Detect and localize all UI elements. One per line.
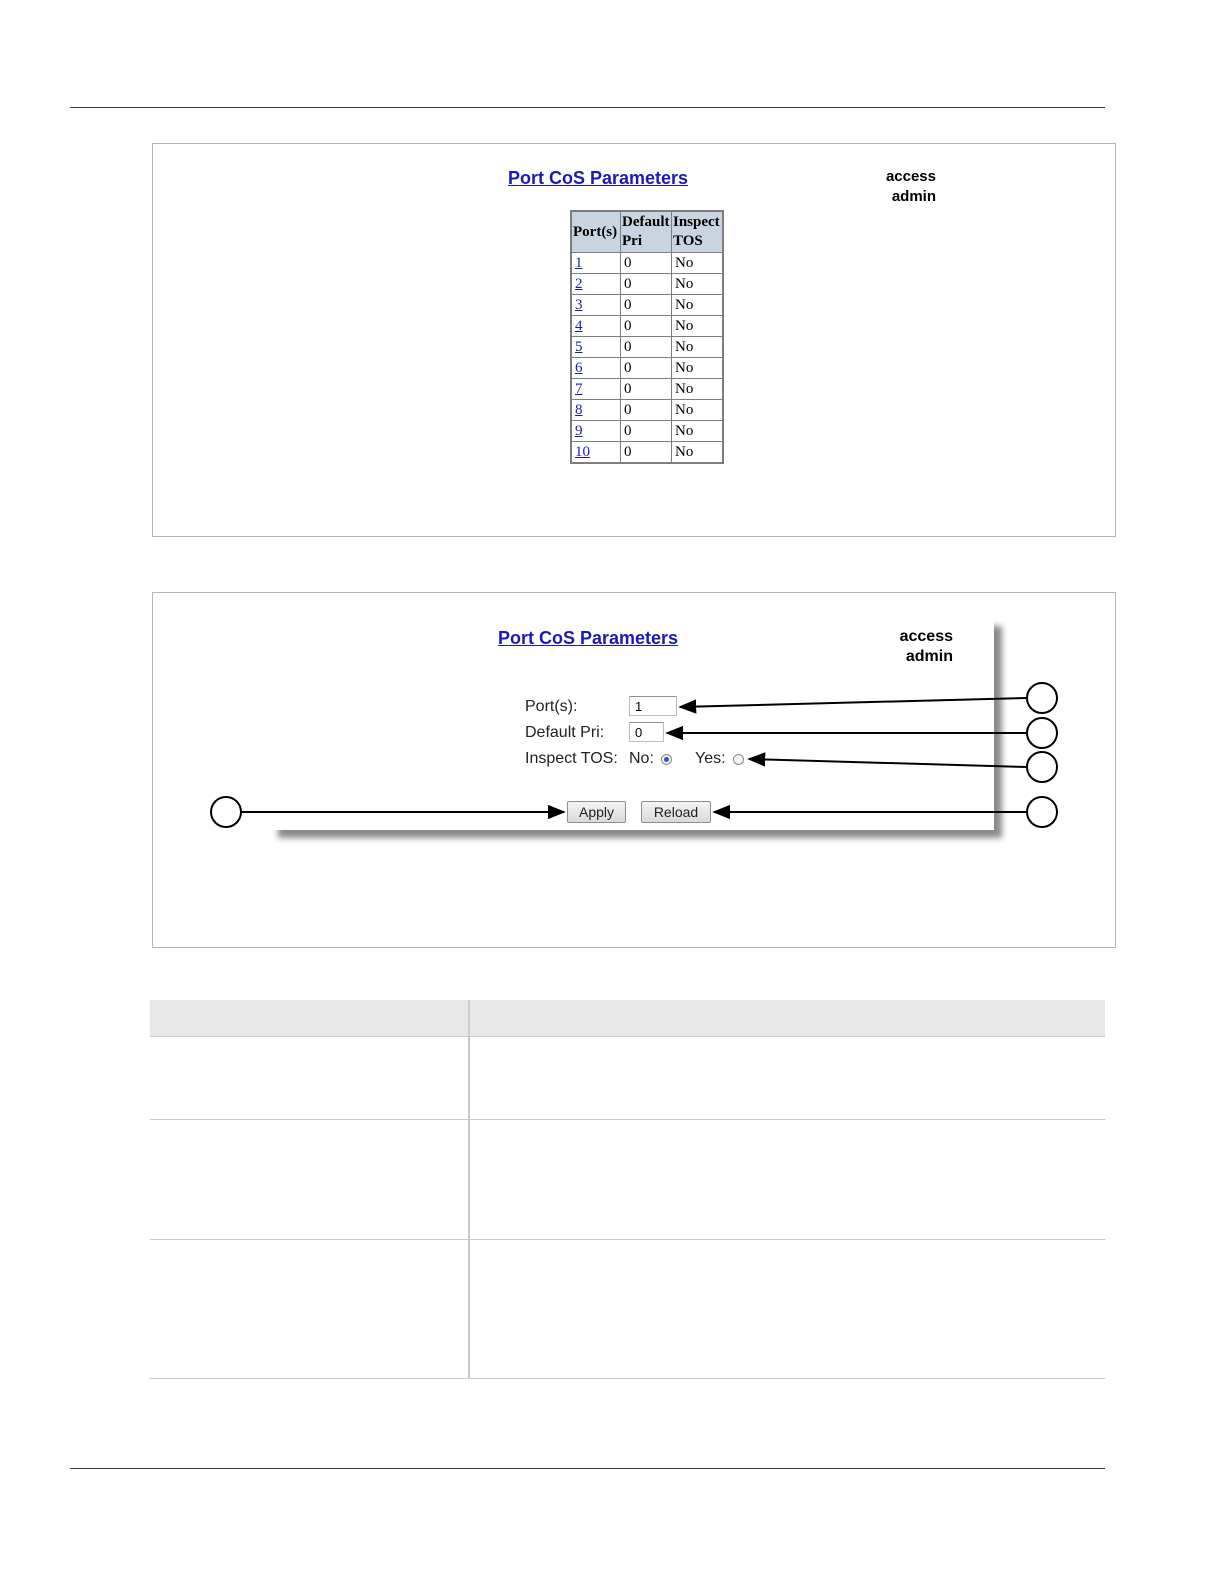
table-row [571,379,723,400]
default-pri-cell: 0 [621,400,672,421]
access-label-form: access [899,628,953,645]
apply-button[interactable]: Apply [567,801,626,823]
port-cos-table [570,210,724,464]
inspect-tos-cell: No [672,274,724,295]
form-title[interactable]: Port CoS Parameters [498,628,679,648]
callout-marker [1026,682,1058,714]
callout-marker [1026,751,1058,783]
page-title[interactable]: Port CoS Parameters [508,168,689,188]
col-inspect-tos-line2: TOS [673,233,703,249]
inspect-tos-cell: No [672,253,724,274]
port-link[interactable]: 6 [575,360,583,376]
table-row [571,358,723,379]
inspect-tos-yes-radio[interactable] [733,754,744,765]
port-link[interactable]: 4 [575,318,583,334]
port-link[interactable]: 8 [575,402,583,418]
default-pri-cell: 0 [621,337,672,358]
col-default-pri [621,211,672,253]
col-ports: Port(s) [571,211,621,253]
col-default-pri-line1: Default [622,214,670,230]
port-link[interactable]: 1 [575,255,583,271]
port-link[interactable]: 3 [575,297,583,313]
table-row [571,295,723,316]
port-link[interactable]: 2 [575,276,583,292]
desc-table-row [150,1119,1105,1239]
desc-header-parameter [150,1000,470,1036]
default-pri-cell: 0 [621,295,672,316]
desc-table-header [150,1000,1105,1036]
desc-table-row [150,1239,1105,1379]
desc-header-description [470,1000,1105,1036]
callout-marker [1026,796,1058,828]
port-link[interactable]: 7 [575,381,583,397]
inspect-tos-yes-label: Yes: [695,750,726,767]
default-pri-cell: 0 [621,379,672,400]
default-pri-cell: 0 [621,442,672,464]
footer-rule [70,1468,1105,1469]
inspect-tos-no-label: No: [629,750,654,767]
inspect-tos-cell: No [672,337,724,358]
default-pri-input[interactable]: 0 [629,722,664,742]
inspect-tos-cell: No [672,295,724,316]
table-row [571,400,723,421]
table-row [571,421,723,442]
default-pri-cell: 0 [621,316,672,337]
reload-button[interactable]: Reload [641,801,711,823]
inspect-tos-label: Inspect TOS: [525,750,618,767]
port-link[interactable]: 9 [575,423,583,439]
inspect-tos-no-radio[interactable] [661,754,672,765]
access-label: access [885,168,936,185]
table-row [571,316,723,337]
table-row [571,274,723,295]
default-pri-cell: 0 [621,421,672,442]
table-header-row [571,211,723,253]
inspect-tos-cell: No [672,379,724,400]
col-inspect-tos [672,211,724,253]
ports-input[interactable]: 1 [629,696,677,716]
callout-marker [1026,717,1058,749]
desc-table-row [150,1036,1105,1119]
callout-marker [210,796,242,828]
default-pri-cell: 0 [621,274,672,295]
inspect-tos-cell: No [672,421,724,442]
inspect-tos-cell: No [672,358,724,379]
table-row [571,442,723,464]
table-row [571,253,723,274]
col-inspect-tos-line1: Inspect [673,214,720,230]
user-info-form [870,627,953,667]
user-name-form: admin [905,648,953,665]
inspect-tos-cell: No [672,316,724,337]
port-link[interactable]: 5 [575,339,583,355]
ports-label: Port(s): [525,698,578,715]
header-rule [70,107,1105,108]
default-pri-cell: 0 [621,253,672,274]
table-row [571,337,723,358]
default-pri-label: Default Pri: [525,724,605,741]
parameter-description-table [150,1000,1105,1379]
user-info [860,167,936,207]
port-link[interactable]: 10 [575,444,590,460]
col-default-pri-line2: Pri [622,233,642,249]
inspect-tos-cell: No [672,442,724,464]
default-pri-cell: 0 [621,358,672,379]
inspect-tos-cell: No [672,400,724,421]
user-name: admin [891,188,936,205]
